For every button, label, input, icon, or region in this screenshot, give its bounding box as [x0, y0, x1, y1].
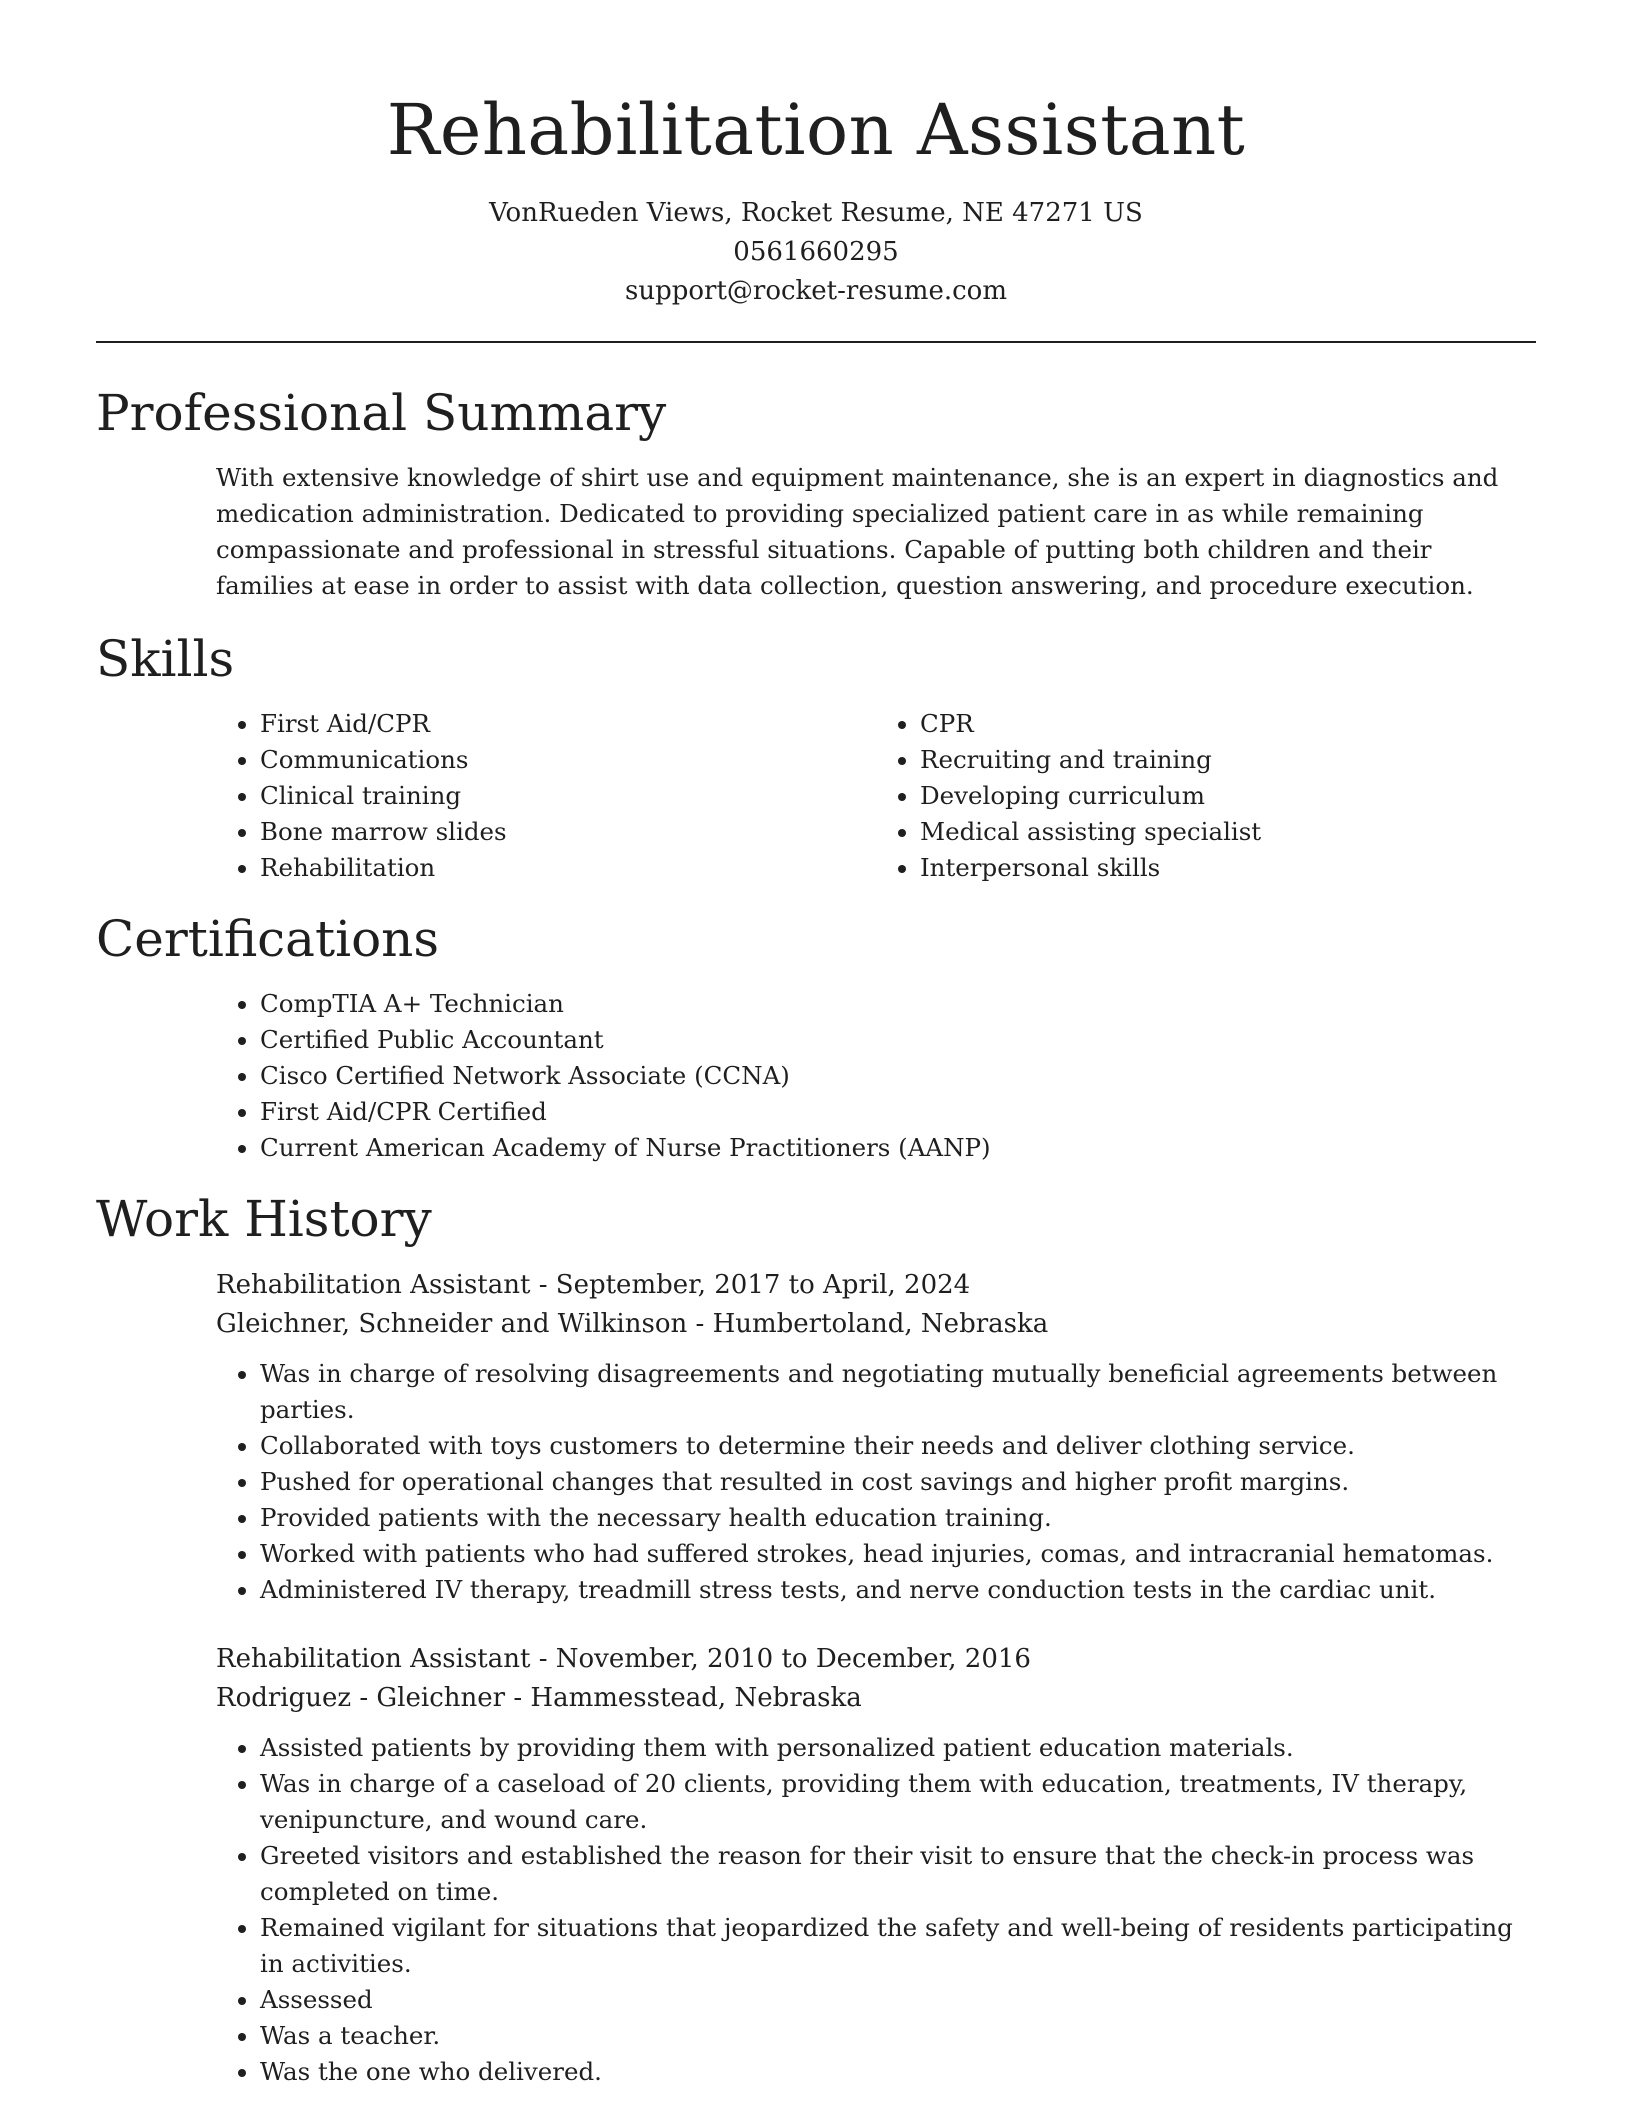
contact-email: support@rocket-resume.com — [624, 276, 1007, 306]
job-company: Rodriguez - Gleichner — [216, 1683, 506, 1713]
job-bullet: • Was in charge of a caseload of 20 clients, providing them with education, treatments, IV therapy, venipuncture, and wound care. — [260, 1766, 1536, 1838]
job-entry — [216, 1640, 1536, 2090]
job-bullet: • Worked with patients who had suffered strokes, head injuries, comas, and intracranial hematomas. — [260, 1536, 1536, 1572]
job-company-line — [216, 1305, 1536, 1344]
summary-text: With extensive knowledge of shirt use and equipment maintenance, she is an expert in diagnostics and medication administration. Dedicated to providing specialized patient care in as while remaining compassionate and professional in stressful situations. Capable of putting both children and their families at ease in order to assist with data collection, question answering, and procedure execution. — [216, 463, 1499, 600]
job-bullet: • Was the one who delivered. — [260, 2054, 1536, 2090]
contact-address: VonRueden Views, Rocket Resume, NE 47271 US — [489, 198, 1143, 228]
separator: - — [530, 1270, 556, 1300]
skill-item: • CPR — [920, 706, 1536, 742]
certification-item: • Current American Academy of Nurse Practitioners (AANP) — [260, 1130, 1536, 1166]
summary-title: Professional Summary — [96, 384, 667, 442]
job-bullet: • Provided patients with the necessary health education training. — [260, 1500, 1536, 1536]
skills-section — [96, 626, 1536, 886]
job-bullet: • Greeted visitors and established the reason for their visit to ensure that the check-in process was completed on time. — [260, 1838, 1536, 1910]
certification-item: • First Aid/CPR Certified — [260, 1094, 1536, 1130]
work-history-section — [96, 1186, 1536, 2090]
contact-phone: 0561660295 — [733, 237, 899, 267]
certification-item: • Certified Public Accountant — [260, 1022, 1536, 1058]
skill-item: • Bone marrow slides — [260, 814, 876, 850]
candidate-name: Rehabilitation Assistant — [386, 89, 1246, 171]
separator: - — [505, 1683, 531, 1713]
job-company: Gleichner, Schneider and Wilkinson — [216, 1309, 688, 1339]
job-entry — [216, 1266, 1536, 1608]
job-role: Rehabilitation Assistant — [216, 1644, 531, 1674]
certifications-block — [216, 986, 1536, 1166]
job-bullet: • Administered IV therapy, treadmill stress tests, and nerve conduction tests in the cardiac unit. — [260, 1572, 1536, 1608]
separator: - — [530, 1644, 556, 1674]
certifications-title: Certifications — [96, 910, 440, 968]
skills-title: Skills — [96, 630, 235, 688]
job-dates: November, 2010 to December, 2016 — [555, 1644, 1031, 1674]
skill-item: • Clinical training — [260, 778, 876, 814]
job-bullet: • Assisted patients by providing them with personalized patient education materials. — [260, 1730, 1536, 1766]
job-role: Rehabilitation Assistant — [216, 1270, 531, 1300]
skills-list-right — [876, 706, 1536, 886]
job-dates: September, 2017 to April, 2024 — [555, 1270, 971, 1300]
skill-item: • Rehabilitation — [260, 850, 876, 886]
job-bullets — [216, 1730, 1536, 2090]
job-location: Hammesstead, Nebraska — [530, 1683, 862, 1713]
job-bullet: • Collaborated with toys customers to determine their needs and deliver clothing service. — [260, 1428, 1536, 1464]
job-bullet: • Pushed for operational changes that resulted in cost savings and higher profit margins. — [260, 1464, 1536, 1500]
skills-columns — [216, 706, 1536, 886]
header-divider — [96, 341, 1536, 343]
job-location: Humbertoland, Nebraska — [712, 1309, 1049, 1339]
skill-item: • First Aid/CPR — [260, 706, 876, 742]
skill-item: • Recruiting and training — [920, 742, 1536, 778]
certifications-section — [96, 906, 1536, 1166]
job-bullet: • Assessed — [260, 1982, 1536, 2018]
certifications-list — [216, 986, 1536, 1166]
job-role-line — [216, 1266, 1536, 1305]
skill-item: • Developing curriculum — [920, 778, 1536, 814]
separator: - — [687, 1309, 713, 1339]
job-bullets — [216, 1356, 1536, 1608]
job-bullet: • Remained vigilant for situations that jeopardized the safety and well-being of residents participating in activities. — [260, 1910, 1536, 1982]
skill-item: • Medical assisting specialist — [920, 814, 1536, 850]
resume-content — [96, 380, 1536, 2090]
job-bullet: • Was a teacher. — [260, 2018, 1536, 2054]
summary-section — [96, 380, 1536, 604]
skill-item: • Communications — [260, 742, 876, 778]
job-company-line — [216, 1679, 1536, 1718]
certification-item: • CompTIA A+ Technician — [260, 986, 1536, 1022]
skill-item: • Interpersonal skills — [920, 850, 1536, 886]
job-bullet: • Was in charge of resolving disagreements and negotiating mutually beneficial agreements between parties. — [260, 1356, 1536, 1428]
resume-header — [0, 88, 1632, 311]
skills-list-left — [216, 706, 876, 886]
job-role-line — [216, 1640, 1536, 1679]
work-history-title: Work History — [96, 1190, 432, 1248]
certification-item: • Cisco Certified Network Associate (CCNA) — [260, 1058, 1536, 1094]
